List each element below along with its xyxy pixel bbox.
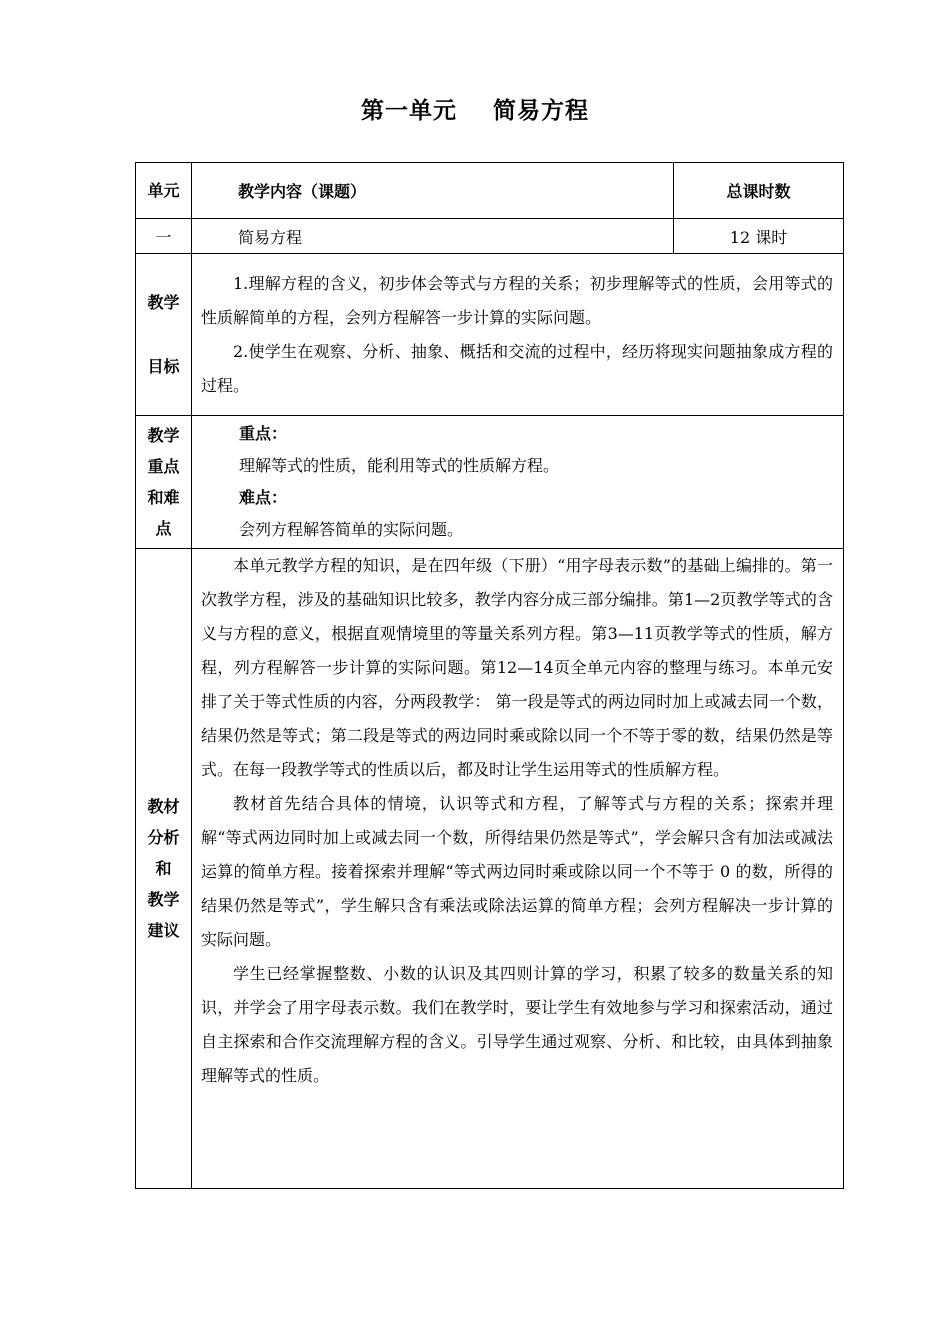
analysis-paragraph: 学生已经掌握整数、小数的认识及其四则计算的学习，积累了较多的数量关系的知识，并学会了用字母表示数。我们在教学时，要让学生有效地参与学习和探索活动，通过自主探索和合作交流理解方程的含义。引导学生通过观察、分析、和比较，由具体到抽象理解等式的性质。: [201, 964, 833, 1085]
key-points-content: [192, 416, 844, 549]
analysis-paragraph: 本单元教学方程的知识，是在四年级（下册）“用字母表示数”的基础上编排的。第一次教学方程，涉及的基础知识比较多，教学内容分成三部分编排。第1—2页教学等式的含义与方程的意义，根据直观情境里的等量关系列方程。第3—11页教学等式的性质，解方程，列方程解答一步计算的实际问题。第12—14页全单元内容的整理与练习。本单元安排了关于等式性质的内容，分两段教学： 第一段是等式的两边同时加上或减去同一个数，结果仍然是等式；第二段是等式的两边同时乘或除以同一个不等于零的数，结果仍然是等式。在每一段教学等式的性质以后，都及时让学生运用等式的性质解方程。: [201, 556, 833, 779]
goals-paragraph: 2.使学生在观察、分析、抽象、概括和交流的过程中，经历将现实问题抽象成方程的过程。: [201, 341, 833, 395]
analysis-label-line: 建议: [147, 921, 180, 940]
key-points-label-line: 重点: [147, 457, 180, 476]
key-points-label-line: 和难: [147, 488, 180, 507]
goals-paragraph: 1.理解方程的含义，初步体会等式与方程的关系；初步理解等式的性质，会用等式的性质解简单的方程，会列方程解答一步计算的实际问题。: [201, 273, 833, 327]
header-unit: 单元: [136, 163, 192, 219]
lesson-plan-table: [135, 162, 844, 1189]
goals-row: [136, 254, 844, 416]
key-point-heading: 重点：: [239, 424, 288, 443]
key-point-text: 理解等式的性质，能利用等式的性质解方程。: [239, 456, 560, 475]
unit-hours: 12 课时: [674, 219, 844, 254]
analysis-label-line: 和: [155, 859, 172, 878]
key-points-label: [136, 416, 192, 549]
header-hours: 总课时数: [674, 163, 844, 219]
header-content: 教学内容（课题）: [192, 163, 674, 219]
analysis-label-line: 教材: [147, 797, 180, 816]
analysis-content: [192, 549, 844, 1189]
difficulty-text: 会列方程解答简单的实际问题。: [239, 520, 464, 539]
unit-number: 一: [136, 219, 192, 254]
analysis-paragraph: 教材首先结合具体的情境，认识等式和方程，了解等式与方程的关系；探索并理解“等式两边同时加上或减去同一个数，所得结果仍然是等式”，学会解只含有加法或减法运算的简单方程。接着探索并理解“等式两边同时乘或除以同一个不等于 0 的数，所得的结果仍然是等式”，学生解只含有乘法或除法运算的简单方程；会列方程解决一步计算的实际问题。: [201, 794, 833, 949]
goals-label-line: 目标: [147, 357, 180, 376]
difficulty-heading: 难点：: [239, 488, 288, 507]
key-points-label-line: 教学: [147, 426, 180, 445]
page-title: 第一单元 简易方程: [360, 98, 590, 124]
analysis-label-line: 教学: [147, 890, 180, 909]
goals-label: [136, 254, 192, 416]
analysis-label: [136, 549, 192, 1189]
key-points-row: [136, 416, 844, 549]
unit-topic: 简易方程: [192, 219, 674, 254]
goals-content: [192, 254, 844, 416]
unit-row: [136, 219, 844, 254]
analysis-row: [136, 549, 844, 1189]
table-header-row: [136, 163, 844, 219]
goals-label-line: 教学: [147, 293, 180, 312]
goals-label-spacer: [136, 318, 191, 351]
analysis-label-line: 分析: [147, 828, 180, 847]
key-points-label-line: 点: [155, 519, 172, 538]
